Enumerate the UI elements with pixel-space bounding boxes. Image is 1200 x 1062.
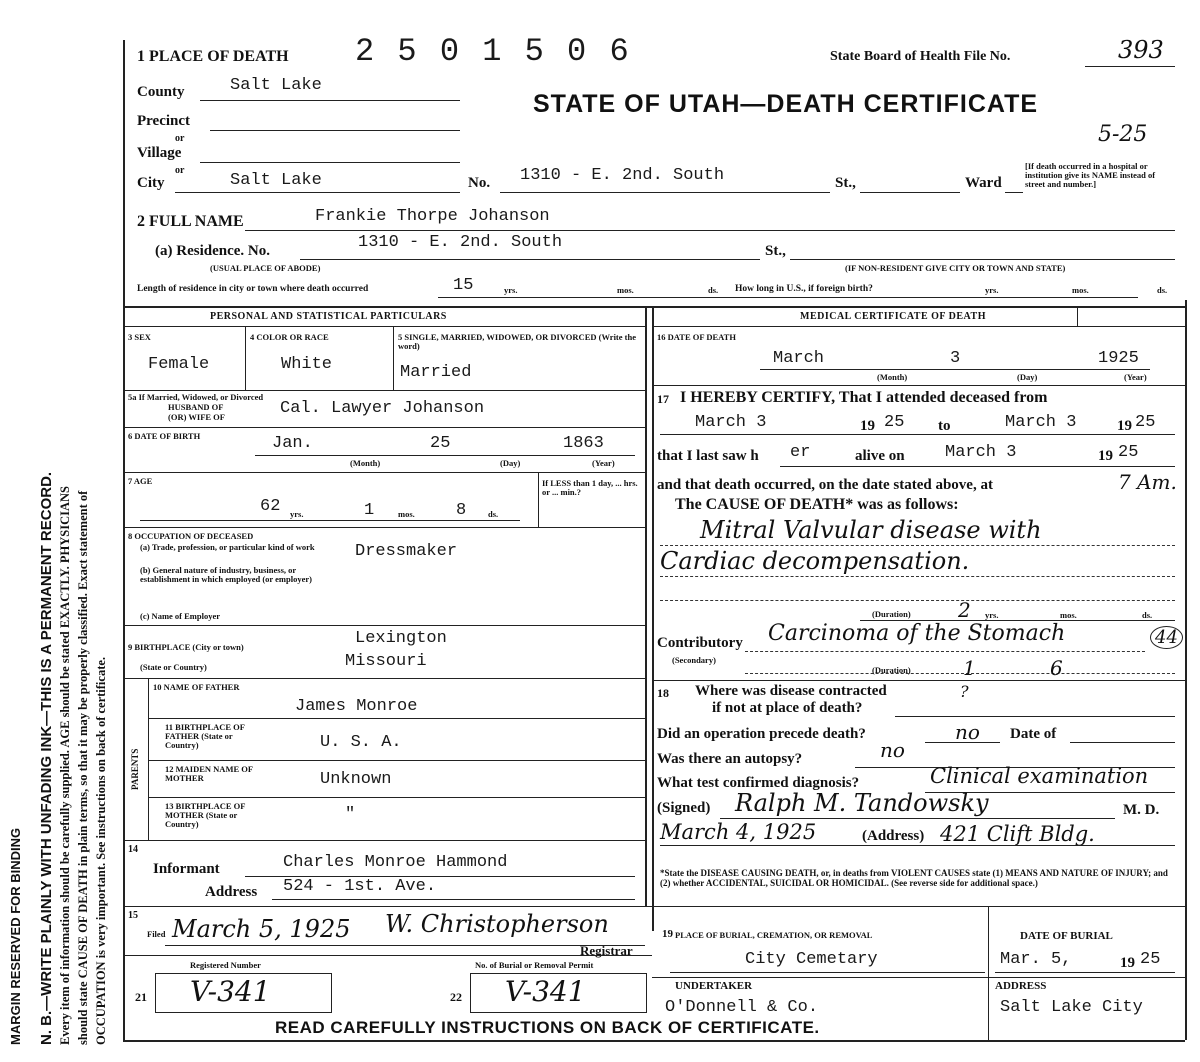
residence-value: 1310 - E. 2nd. South (358, 233, 563, 252)
row-rule-11 (123, 906, 652, 907)
signed-label: (Signed) (657, 800, 711, 816)
cause-line-2 (660, 576, 1175, 577)
last-saw-line (780, 466, 1175, 467)
duration-2-years: 1 (963, 656, 976, 680)
duration-caption-2: (Duration) (872, 665, 911, 675)
age-mos-unit: mos. (398, 509, 415, 519)
row-rule-8 (148, 760, 645, 761)
where-contracted-value: ? (960, 682, 969, 701)
n22-label: 22 (450, 990, 462, 1004)
age-line (140, 520, 520, 521)
attended-from-date: March 3 (695, 413, 767, 432)
n19-label: 19 (662, 928, 673, 940)
burial-divider (988, 906, 989, 1040)
st-line (860, 192, 960, 193)
nonresident-caption: (IF NON-RESIDENT GIVE CITY OR TOWN AND STATE) (845, 263, 1066, 273)
burial-date-value: Mar. 5, (1000, 950, 1072, 969)
secondary-caption: (Secondary) (672, 655, 716, 665)
registered-number-label: Registered Number (190, 960, 261, 970)
alive-on-label: alive on (855, 448, 905, 464)
cause-of-death-label: The CAUSE OF DEATH* was as follows: (675, 496, 959, 513)
occupation-b-label: (b) General nature of industry, business, or establishment in which employed (or employer) (140, 565, 312, 584)
registrar-label: Registrar (580, 943, 633, 958)
operation-line (925, 742, 1000, 743)
test-confirmed-label: What test confirmed diagnosis? (657, 775, 860, 791)
precinct-label: Precinct (137, 113, 191, 129)
spouse-label-1: 5a If Married, Widowed, or Divorced (128, 392, 264, 402)
row-rule-2 (123, 427, 645, 428)
last-saw-date: March 3 (945, 443, 1017, 462)
cause-of-death-line-1: Mitral Valvular disease with (700, 516, 1042, 544)
us-yrs: yrs. (985, 285, 999, 295)
mother-maiden-name: Unknown (320, 770, 392, 789)
medical-rule-1 (652, 385, 1185, 386)
undertaker-value: O'Donnell & Co. (665, 998, 819, 1017)
physician-signature: Ralph M. Tandowsky (735, 789, 989, 817)
death-hour: 7 Am. (1118, 470, 1177, 494)
sex-value: Female (148, 355, 210, 374)
color-value: White (281, 355, 333, 374)
contributory-line (745, 651, 1145, 652)
date-of-death-month: March (773, 349, 825, 368)
to-year: 25 (1135, 413, 1156, 432)
age-label: 7 AGE (128, 476, 153, 486)
to-year-prefix: 19 (1117, 418, 1132, 434)
burial-year-prefix: 19 (1120, 955, 1135, 971)
attended-line (660, 434, 1175, 435)
n17-label: 17 (657, 392, 669, 406)
residence-line (300, 259, 760, 260)
full-name-label: 2 FULL NAME (137, 213, 244, 230)
main-top-rule (123, 306, 1185, 308)
contributory-line-2 (745, 673, 1175, 674)
spouse-value: Cal. Lawyer Johanson (280, 399, 485, 418)
st-label: St., (835, 175, 856, 191)
address-line (660, 845, 1175, 846)
from-year-prefix: 19 (860, 418, 875, 434)
instructions-line-1: Every item of information should be carefully supplied. AGE should be stated EXACTLY. PHYSICIANS (58, 486, 72, 1045)
burial-place-label: PLACE OF BURIAL, CREMATION, OR REMOVAL (675, 930, 873, 940)
spouse-label-3: (OR) WIFE OF (168, 412, 225, 422)
length-residence-label: Length of residence in city or town where death occurred (137, 284, 369, 294)
mother-birthplace-label: 13 BIRTHPLACE OF MOTHER (State or Country) (165, 801, 246, 829)
row-rule-10 (123, 840, 645, 841)
last-saw-label: that I last saw h (657, 448, 759, 464)
burial-permit-value: V-341 (505, 975, 586, 1008)
burial-date-label: DATE OF BURIAL (1020, 930, 1113, 942)
informant-number: 14 (128, 844, 138, 855)
violent-causes-note: *State the DISEASE CAUSING DEATH, or, in deaths from VIOLENT CAUSES state (1) MEANS AND NATURE OF INJURY; and (2) whether ACCIDENTAL, SUICIDAL OR HOMICIDAL. (See reverse side for additional space.) (660, 868, 1168, 888)
medical-rule-3 (652, 906, 1185, 907)
duration-1-mos: mos. (1060, 610, 1077, 620)
age-ds-unit: ds. (488, 509, 499, 519)
left-box-right-edge (645, 306, 647, 906)
filed-line (165, 945, 645, 946)
from-year: 25 (884, 413, 905, 432)
autopsy-label: Was there an autopsy? (657, 751, 803, 767)
signed-line (720, 818, 1115, 819)
how-long-us-label: How long in U.S., if foreign birth? (735, 284, 873, 294)
certificate-stamp-number: 2 5 0 1 5 0 6 (355, 33, 631, 70)
street-number-label: No. (468, 175, 491, 191)
length-mos: mos. (617, 285, 634, 295)
date-of-death-year: 1925 (1098, 349, 1139, 368)
row-rule-12 (123, 955, 652, 956)
dob-label: 6 DATE OF BIRTH (128, 431, 201, 441)
file-number-value: 393 (1118, 36, 1164, 64)
left-border (123, 40, 125, 1040)
color-label: 4 COLOR OR RACE (250, 332, 329, 342)
operation-value: no (955, 720, 980, 744)
undertaker-address: Salt Lake City (1000, 998, 1143, 1017)
father-name: James Monroe (295, 697, 418, 716)
cause-line-3 (660, 600, 1175, 601)
personal-heading: PERSONAL AND STATISTICAL PARTICULARS (210, 311, 447, 322)
sex-label: 3 SEX (128, 332, 151, 342)
abode-caption: (USUAL PLACE OF ABODE) (210, 263, 321, 273)
dob-day: 25 (430, 434, 451, 453)
dob-year: 1863 (563, 434, 604, 453)
dob-line (255, 455, 635, 456)
physician-address-label: (Address) (862, 828, 925, 844)
medical-rule-2 (652, 680, 1185, 681)
village-label: Village (137, 145, 182, 161)
filed-date-handwritten: March 5, 1925 (172, 915, 351, 943)
death-occurred-label: and that death occurred, on the date stated above, at (657, 477, 993, 493)
county-value: Salt Lake (230, 76, 322, 95)
registered-number-value: V-341 (190, 975, 271, 1008)
birthplace-state: Missouri (345, 652, 427, 671)
burial-date-line (995, 972, 1175, 973)
full-name-line (245, 230, 1175, 231)
test-confirmed-value: Clinical examination (930, 764, 1149, 788)
signing-date: March 4, 1925 (660, 820, 817, 844)
residence-st-label: St., (765, 243, 786, 259)
certify-text: I HEREBY CERTIFY, That I attended deceased from (680, 389, 1048, 406)
informant-address: 524 - 1st. Ave. (283, 877, 437, 896)
us-mos: mos. (1072, 285, 1089, 295)
instructions-line-3: OCCUPATION is very important. See instructions on back of certificate. (94, 656, 108, 1045)
row-rule-5 (123, 625, 645, 626)
father-birthplace-label: 11 BIRTHPLACE OF FATHER (State or Country) (165, 722, 245, 750)
n18-label: 18 (657, 686, 669, 700)
md-label: M. D. (1123, 802, 1160, 818)
dod-year-caption: (Year) (1124, 372, 1147, 382)
row-rule-3 (123, 472, 645, 473)
birthplace-label: 9 BIRTHPLACE (City or town) (128, 642, 244, 652)
residence-st-line (790, 259, 1175, 260)
street-line (500, 192, 830, 193)
medical-heading-rule (652, 326, 1185, 327)
ward-label: Ward (965, 175, 1002, 191)
village-line (200, 162, 460, 163)
filed-number: 15 (128, 910, 138, 921)
where-contracted-line (895, 716, 1175, 717)
date-of-death-line (760, 369, 1150, 370)
length-ds: ds. (708, 285, 719, 295)
dob-month-caption: (Month) (350, 458, 381, 468)
less-than-label: If LESS than 1 day, ... hrs. or ... min.? (542, 478, 638, 497)
bottom-border (123, 1040, 1185, 1042)
date-of-line (1070, 742, 1175, 743)
sex-divider (245, 326, 246, 390)
date-of-death-day: 3 (950, 349, 961, 368)
city-label: City (137, 175, 165, 191)
operation-label: Did an operation precede death? (657, 726, 866, 742)
date-of-death-label: 16 DATE OF DEATH (657, 332, 736, 342)
dob-day-caption: (Day) (500, 458, 521, 468)
dod-month-caption: (Month) (877, 372, 908, 382)
handwritten-index-number: 5-25 (1098, 122, 1148, 147)
marital-value: Married (400, 363, 472, 382)
dod-day-caption: (Day) (1017, 372, 1038, 382)
spouse-label-2: HUSBAND OF (168, 402, 224, 412)
medical-rule-4 (652, 977, 1185, 978)
age-years: 62 (260, 497, 281, 516)
county-line (200, 100, 460, 101)
age-less-divider (538, 472, 539, 527)
age-yrs-unit: yrs. (290, 509, 304, 519)
informant-address-label: Address (205, 884, 258, 900)
to-label: to (938, 418, 951, 434)
instructions-nb: N. B.—WRITE PLAINLY WITH UNFADING INK—THIS IS A PERMANENT RECORD. (38, 471, 55, 1045)
duration-caption-1: (Duration) (872, 609, 911, 619)
cause-line-1 (660, 545, 1175, 546)
med-heading-end (1077, 306, 1078, 326)
parents-label: PARENTS (130, 748, 140, 790)
physician-address: 421 Clift Bldg. (940, 822, 1095, 846)
duration-1-ds: ds. (1142, 610, 1153, 620)
undertaker-address-label: ADDRESS (995, 980, 1047, 992)
contributory-label: Contributory (657, 635, 743, 651)
duration-1-yrs: yrs. (985, 610, 999, 620)
last-saw-pronoun: er (790, 443, 811, 462)
length-yrs: yrs. (504, 285, 518, 295)
us-ds: ds. (1157, 285, 1168, 295)
informant-name: Charles Monroe Hammond (283, 853, 508, 872)
ward-note: [If death occurred in a hospital or institution give its NAME instead of street and number.] (1025, 161, 1156, 189)
duration-2-months: 6 (1050, 656, 1063, 680)
right-box-left-edge (652, 306, 654, 931)
binding-margin-text: MARGIN RESERVED FOR BINDING (8, 827, 23, 1045)
residence-label: (a) Residence. No. (155, 243, 270, 259)
age-days: 8 (456, 501, 467, 520)
attended-to-date: March 3 (1005, 413, 1077, 432)
burial-year: 25 (1140, 950, 1161, 969)
mother-birthplace: " (345, 805, 356, 824)
father-label: 10 NAME OF FATHER (153, 682, 240, 692)
informant-address-line (272, 899, 635, 900)
ward-line (1005, 192, 1023, 193)
last-year-prefix: 19 (1098, 448, 1113, 464)
county-label: County (137, 84, 185, 100)
burial-place-value: City Cemetary (745, 950, 878, 969)
row-rule-6 (123, 678, 645, 679)
occupation-value: Dressmaker (355, 542, 458, 561)
marital-label: 5 SINGLE, MARRIED, WIDOWED, OR DIVORCED (Write the word) (398, 332, 636, 351)
color-divider (393, 326, 394, 390)
duration-1-value: 2 (958, 598, 971, 622)
occupation-a-label: (a) Trade, profession, or particular kind of work (140, 542, 315, 552)
place-of-death-label: 1 PLACE OF DEATH (137, 48, 289, 65)
registrar-signature: W. Christopherson (385, 910, 609, 938)
row-rule-4 (123, 527, 645, 528)
n21-label: 21 (135, 990, 147, 1004)
where-contracted-label-1: Where was disease contracted (695, 683, 887, 699)
date-of-label: Date of (1010, 726, 1057, 742)
row-rule-9 (148, 797, 645, 798)
contributory-cause: Carcinoma of the Stomach (768, 621, 1066, 646)
instructions-line-2: should state CAUSE OF DEATH in plain terms, so that it may be properly classified. Exact statement of (76, 490, 90, 1045)
file-number-line (1085, 66, 1175, 67)
dob-month: Jan. (272, 434, 313, 453)
employer-label: (c) Name of Employer (140, 611, 221, 621)
right-border (1185, 300, 1187, 1040)
burial-place-line (670, 972, 985, 973)
city-value: Salt Lake (230, 171, 322, 190)
where-contracted-label-2: if not at place of death? (712, 700, 863, 716)
last-saw-year: 25 (1118, 443, 1139, 462)
burial-permit-label: No. of Burial or Removal Permit (475, 960, 594, 970)
father-birthplace: U. S. A. (320, 733, 402, 752)
cause-code: 44 (1150, 626, 1183, 649)
length-residence-line (438, 297, 1138, 298)
or-text-2: or (175, 165, 185, 176)
parents-divider (148, 678, 149, 840)
occupation-label: 8 OCCUPATION OF DECEASED (128, 531, 254, 541)
certificate-title: STATE OF UTAH—DEATH CERTIFICATE (533, 90, 1039, 118)
cause-of-death-line-2: Cardiac decompensation. (660, 547, 970, 575)
personal-heading-rule (123, 326, 645, 327)
medical-heading: MEDICAL CERTIFICATE OF DEATH (800, 311, 986, 322)
undertaker-label: UNDERTAKER (675, 980, 753, 992)
autopsy-value: no (880, 738, 905, 762)
or-text-1: or (175, 133, 185, 144)
age-months: 1 (364, 501, 375, 520)
informant-label: Informant (153, 861, 220, 877)
row-rule-1 (123, 390, 645, 391)
footer-instructions: READ CAREFULLY INSTRUCTIONS ON BACK OF CERTIFICATE. (275, 1018, 820, 1037)
city-line (175, 192, 460, 193)
street-address-value: 1310 - E. 2nd. South (520, 166, 725, 185)
precinct-line (210, 130, 460, 131)
filed-label: Filed (147, 929, 166, 939)
birthplace-city: Lexington (355, 629, 447, 648)
birthplace-state-label: (State or Country) (140, 662, 207, 672)
full-name-value: Frankie Thorpe Johanson (315, 207, 550, 226)
file-number-label: State Board of Health File No. (830, 49, 1011, 64)
length-residence-value: 15 (453, 276, 474, 295)
dob-year-caption: (Year) (592, 458, 615, 468)
mother-name-label: 12 MAIDEN NAME OF MOTHER (165, 764, 253, 783)
row-rule-7 (148, 718, 645, 719)
